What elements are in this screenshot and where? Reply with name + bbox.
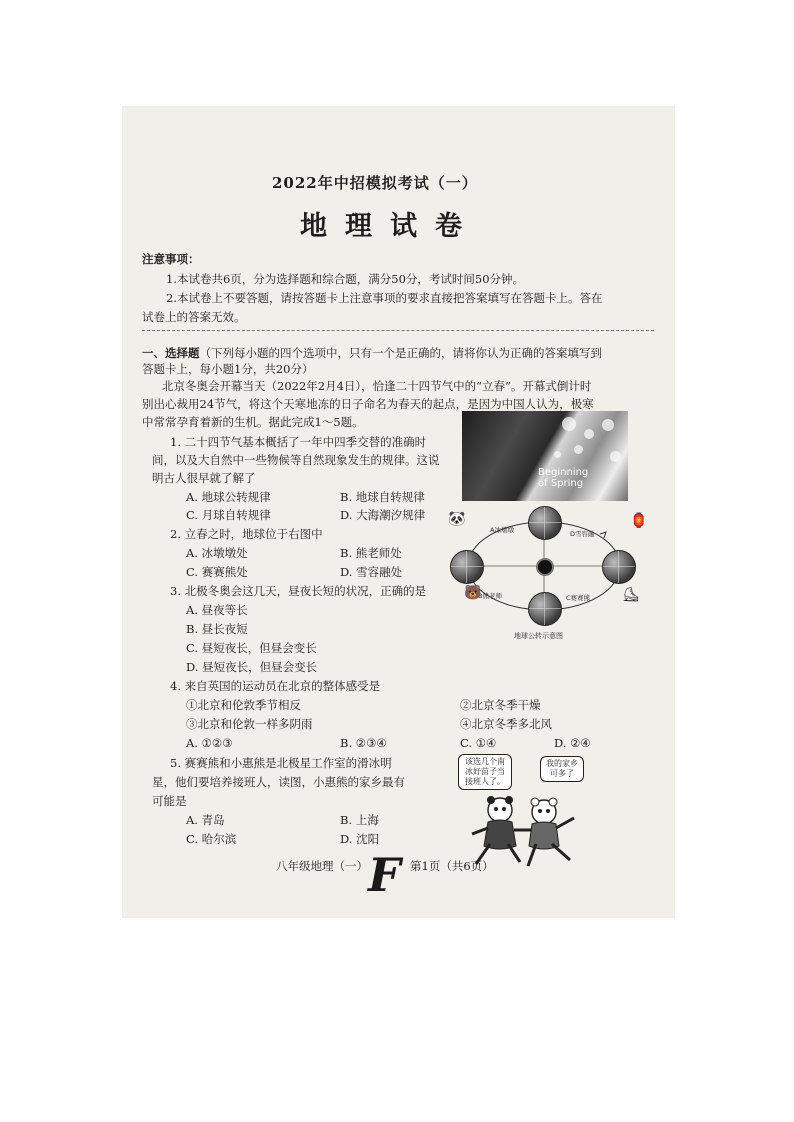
exam-page [122, 106, 675, 918]
orbit-label-a: A冰墩墩 [490, 526, 514, 534]
beginning-of-spring-photo [462, 411, 628, 501]
q1-option-b: B. 地球自转规律 [340, 490, 425, 504]
q4-stem: 4. 来自英国的运动员在北京的整体感受是 [170, 679, 381, 693]
footer-page-number: 第1页（共6页） [410, 859, 494, 873]
notice-heading: 注意事项： [142, 252, 200, 266]
skating-bears-cartoon [458, 754, 588, 874]
q1-stem-3: 明古人很早就了解了 [152, 471, 256, 485]
orbit-label-b: B熊老师 [478, 592, 502, 600]
q5-stem-1: 5. 赛赛熊和小惠熊是北极星工作室的滑冰明 [170, 756, 392, 770]
q2-option-b: B. 熊老师处 [340, 546, 402, 560]
q1-stem-2: 间，以及大自然中一些物候等自然现象发生的规律。这说 [152, 453, 440, 467]
notice-item-3: 试卷上的答案无效。 [142, 310, 246, 324]
q4-option-b: B. ②③④ [340, 736, 387, 750]
intro-line-2: 别出心裁用24节气，将这个天寒地冻的日子命名为春天的起点，是因为中国人认为，极寒 [142, 397, 594, 411]
section-heading-line1 [142, 346, 602, 360]
q4-statement-2: ②北京冬季干燥 [460, 698, 541, 712]
divider [142, 330, 654, 331]
intro-line-1: 北京冬奥会开幕当天（2022年2月4日），恰逢二十四节气中的“立春”。开幕式倒计时 [162, 379, 592, 393]
photo-caption-line-1: Beginning [538, 467, 589, 478]
q2-option-c: C. 赛赛熊处 [186, 565, 248, 579]
q1-stem-1: 1. 二十四节气基本概括了一年中四季交替的准确时 [170, 435, 427, 449]
q3-option-a: A. 昼夜等长 [186, 603, 248, 617]
orbit-caption: 地球公转示意图 [514, 632, 563, 640]
orbit-label-d: D雪容融 [570, 530, 595, 538]
q3-option-c: C. 昼短夜长，但昼会变长 [186, 641, 317, 655]
q4-option-d: D. ②④ [554, 736, 591, 750]
photo-caption-line-2: of Spring [538, 478, 584, 489]
q5-stem-2: 星，他们要培养接班人，读图，小惠熊的家乡最有 [152, 775, 405, 789]
q3-option-d: D. 昼短夜长，但昼会变长 [186, 660, 318, 674]
q5-option-a: A. 青岛 [186, 813, 225, 827]
speech-bubble-right: 我的家乡可多了 [540, 756, 584, 782]
q2-option-d: D. 雪容融处 [340, 565, 403, 579]
q5-stem-3: 可能是 [152, 794, 187, 808]
notice-item-1: 1.本试卷共6页，分为选择题和综合题，满分50分，考试时间50分钟。 [166, 272, 525, 286]
q4-statement-3: ③北京和伦敦一样多阴雨 [186, 717, 313, 731]
q4-option-c: C. ①④ [460, 736, 497, 750]
q5-option-c: C. 哈尔滨 [186, 832, 237, 846]
section-instruction: （下列每小题的四个选项中，只有一个是正确的，请将你认为正确的答案填写到 [199, 346, 602, 360]
q2-option-a: A. 冰墩墩处 [186, 546, 248, 560]
exam-title: 2022年中招模拟考试（一） [272, 174, 478, 192]
section-heading: 一、选择题 [142, 346, 200, 360]
q1-option-c: C. 月球自转规律 [186, 508, 271, 522]
panda-mascot-icon: 🐼 [448, 511, 466, 527]
q1-option-d: D. 大海潮汐规律 [340, 508, 426, 522]
q2-stem: 2. 立春之时，地球位于右图中 [170, 527, 323, 541]
q1-option-a: A. 地球公转规律 [186, 490, 271, 504]
bear-skater-icon: ⛸ [622, 587, 640, 603]
bear-teacher-icon: 🐻 [464, 585, 482, 601]
paper-version-letter: F [368, 848, 401, 902]
q5-option-b: B. 上海 [340, 813, 379, 827]
notice-item-2: 2.本试卷上不要答题，请按答题卡上注意事项的要求直接把答案填写在答题卡上。答在 [166, 291, 603, 305]
orbit-label-c: C赛赛熊 [566, 594, 591, 602]
speech-bubble-left: 该选几个南冰好苗子当接班人了。 [458, 754, 512, 790]
sun-icon [536, 558, 554, 576]
earth-orbit-diagram [450, 504, 650, 644]
photo-caption [538, 467, 588, 489]
q5-option-d: D. 沈阳 [340, 832, 380, 846]
q4-statement-4: ④北京冬季多北风 [460, 717, 552, 731]
globe-right [602, 550, 636, 584]
lantern-mascot-icon: 🏮 [630, 513, 648, 529]
section-instruction-2: 答题卡上，每小题1分，共20分） [142, 362, 314, 376]
q4-statement-1: ①北京和伦敦季节相反 [186, 698, 301, 712]
footer-subject: 八年级地理（一） [276, 859, 368, 873]
globe-left [450, 550, 484, 584]
globe-bottom [528, 592, 562, 626]
q4-option-a: A. ①②③ [186, 736, 233, 750]
intro-line-3: 中常常孕育着新的生机。据此完成1～5题。 [142, 415, 364, 429]
q3-option-b: B. 昼长夜短 [186, 622, 248, 636]
q3-stem: 3. 北极冬奥会这几天，昼夜长短的状况，正确的是 [170, 584, 427, 598]
globe-top [528, 506, 562, 540]
subject-title: 地理试卷 [300, 211, 480, 242]
